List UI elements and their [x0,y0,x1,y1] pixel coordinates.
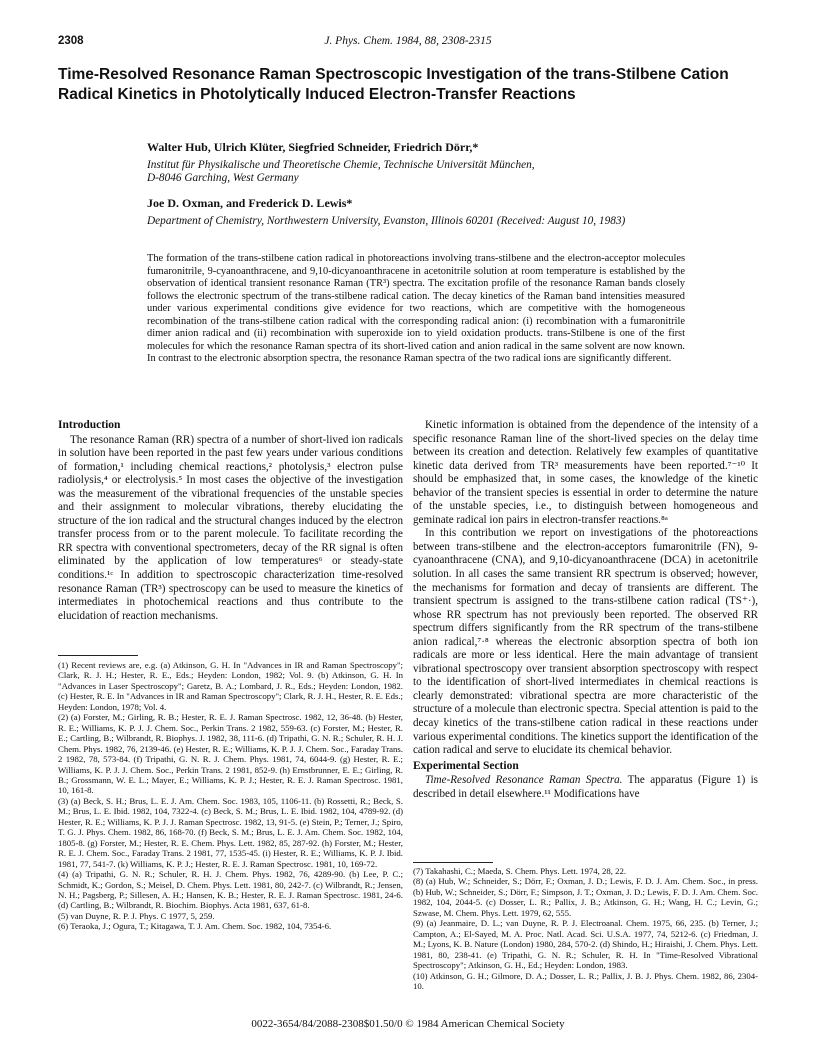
section-heading: Experimental Section [413,759,519,772]
journal-citation: J. Phys. Chem. 1984, 88, 2308-2315 [324,35,492,47]
footnote-rule [58,655,138,656]
footnote: (2) (a) Forster, M.; Girling, R. B.; Hester, R. E. J. Raman Spectrosc. 1982, 12, 36-48. (b) Hester, R. E.; Williams, K. P. J. J. Chem. Soc., Perkin Trans. 2 1982, 559-63. (c) Forster, M.; Hester, R. E.; Cartling, B.; Wilbrandt, R. Biophys. J. 1982, 38, 111-6. (d) Tripathi, G. N. R.; Schuler, R. H. J. Chem. Phys. 1982, 76, 2139-46. (e) Hester, R. E.; Williams, K. P. J. J. Chem. Soc., Faraday Trans. 2 1982, 78, 573-84. (f) Tripathi, G. N. R. J. Chem. Phys. 1981, 74, 6044-9. (g) Hester, R. E.; Williams, K. P. J. J. Chem. Soc., Perkin Trans. 2 1981, 852-9. (h) Ernstbrunner, E. E.; Girling, R. B.; Grossmann, W. E. L.; Mayer, E.; Williams, K. P. J.; Hester, R. E. J. Raman Spectrosc. 1981, 10, 161-8. [58,712,403,796]
footnote-rule [413,862,493,863]
footnote: (10) Atkinson, G. H.; Gilmore, D. A.; Dosser, L. R.; Pallix, J. B. J. Phys. Chem. 1982, 86, 2304-10. [413,970,758,991]
footnote: (3) (a) Beck, S. H.; Brus, L. E. J. Am. Chem. Soc. 1983, 105, 1106-11. (b) Rossetti, R.; Beck, S. M.; Brus, L. E. Ibid. 1982, 104, 7322-4. (c) Beck, S. M.; Brus, L. E. Ibid. 1982, 104, 4789-92. (d) Hester, R. E.; Williams, K. P. J. J. Raman Spectrosc. 1982, 13, 91-5. (e) Stein, P.; Terner, J.; Spiro, T. G. J. Phys. Chem. 1982, 86, 168-70. (f) Beck, S. M.; Brus, L. E. J. Am. Chem. Soc. 1982, 104, 1805-8. (g) Forster, M.; Hester, R. E. Chem. Phys. Lett. 1982, 85, 287-92. (h) Forster, M.; Hester, R. E. J. Chem. Soc., Faraday Trans. 2 1981, 77, 1535-45. (i) Hester, R. E.; Williams, K. P. J. Ibid. 1981, 77, 541-7. (k) Williams, K. P. J.; Hester, R. E. J. Raman Spectrosc. 1981, 10, 169-72. [58,795,403,869]
section-heading: Introduction [58,419,121,431]
abstract: The formation of the trans-stilbene cation radical in photoreactions involving trans-stilbene and the electron-acceptor molecules fumaronitrile, 9-cyanoanthracene, and 9,10-dicyanoanthracene in acetonitrile solution at room temperature is established by the observation of identical transient resonance Raman (TR³) spectra. The excitation profile of the resonance Raman bands closely follows the electronic spectrum of the trans-stilbene radical cation. The decay kinetics of the Raman band intensities measured under various experimental conditions give evidence for two reactions, which are competitive with the homogeneous recombination of the trans-stilbene cation radical with the corresponding radical anion: (i) recombination with a fumaronitrile dimer anion radical and (ii) recombination with superoxide ion to yield oxidation products. trans-Stilbene is one of the first molecules for which the resonance Raman spectra of its short-lived cation and anion radical in the same solvent are now known. In contrast to the electronic absorption spectra, the resonance Raman spectra of the two radical ions are significantly different. [147,253,685,365]
copyright-footer: 0022-3654/84/2088-2308$01.50/0 © 1984 American Chemical Society [251,1018,565,1030]
footnote: (4) (a) Tripathi, G. N. R.; Schuler, R. H. J. Chem. Phys. 1982, 76, 4289-90. (b) Lee, P. C.; Schmidt, K.; Gordon, S.; Meisel, D. Chem. Phys. Lett. 1981, 80, 242-7. (c) Wilbrandt, R.; Jensen, N. H.; Pagsberg, P.; Sillesen, A. H.; Hansen, K. B.; Hester, R. E. J. Raman Spectrosc. 1981, 24-6. (d) Cartling, B.; Wilbrandt, R. Biochim. Biophys. Acta 1981, 637, 61-8. [58,869,403,911]
affiliation-line: D-8046 Garching, West Germany [147,172,299,184]
author-names: Walter Hub, Ulrich Klüter, Siegfried Schneider, Friedrich Dörr,* [147,140,479,154]
footnote: (9) (a) Jeanmaire, D. L.; van Duyne, R. P. J. Electroanal. Chem. 1975, 66, 235. (b) Terner, J.; Campton, A.; El-Sayed, M. A. Proc. Natl. Acad. Sci. U.S.A. 1977, 74, 5212-6. (c) Friedman, J. M.; Lyons, K. B. Nature (London) 1980, 284, 570-2. (d) Shindo, H.; Hiraishi, J. Chem. Phys. Lett. 1981, 80, 238-41. (e) Tripathi, G. N. R.; Schuler, R. H. In "Time-Resolved Vibrational Spectroscopy"; Atkinson, G. H., Ed.; Heyden: London, 1983. [413,918,758,971]
footnotes-left [58,660,403,932]
subheading: Time-Resolved Resonance Raman Spectra. [425,774,623,787]
footnote: (5) van Duyne, R. P. J. Phys. C 1977, 5, 259. [58,910,215,921]
author-names: Joe D. Oxman, and Frederick D. Lewis* [147,196,353,210]
body-paragraph: The resonance Raman (RR) spectra of a number of short-lived ion radicals in solution have been reported in the past few years under various conditions of formation,¹ including chemical reactions,² photolysis,³ electron pulse radiolysis,⁴ or electrolysis.⁵ In most cases the objective of the investigation was the measurement of the vibrational frequencies of the unstable species and their assignment to molecular vibrations, thereby elucidating the structure of the ion radical and the structural changes induced by the electron transfer process from or to the parent molecule. To facilitate recording the RR spectra with conventional spectrometers, decay of the RR signal is often eliminated by the application of low temperatures⁶ or steady-state conditions.¹ᶜ In addition to spectroscopic characterization time-resolved resonance Raman (TR³) spectroscopy can be used to measure the kinetics of intermediates in photochemical reactions and thus contribute to the elucidation of reaction mechanisms. [58,433,403,622]
running-header [58,35,758,49]
body-paragraph: In this contribution we report on investigations of the photoreactions between trans-stilbene and the electron-acceptors fumaronitrile (FN), 9-cyanoanthracene (CNA), and 9,10-dicyanoanthracene (DCA) in acetonitrile solution. In all cases the same transient RR spectrum is observed; however, the mechanisms for formation and decay of transients are different. The transient spectrum is assigned to the trans-stilbene cation radical (TS⁺·), whose RR spectrum has not previously been reported. The observed RR spectrum differs significantly from the RR spectrum of the trans-stilbene anion radical,⁷·⁸ whereas the electronic absorption spectra of both ion radicals are more or less identical. Here the main advantage of transient vibrational spectroscopy over transient absorption spectroscopy with respect to the identification of short-lived intermediates in chemical reactions is clearly demonstrated: vibrational spectra are more characteristic of the structure of a molecule than electronic spectra. Special attention is paid to the decay kinetics of the trans-stilbene cation radical in these reactions under various experimental conditions. The kinetics support the identification of the cation radical and serve to elucidate its chemical behavior. [413,527,758,757]
footnote: (7) Takahashi, C.; Maeda, S. Chem. Phys. Lett. 1974, 28, 22. [413,866,627,876]
left-column [58,419,403,623]
body-paragraph: Kinetic information is obtained from the dependence of the intensity of a specific resonance Raman line of the short-lived species on the delay time between its creation and detection. Relatively few examples of quantitative kinetic data derived from TR³ measurements have been reported.⁷⁻¹⁰ It should be emphasized that, in some cases, the knowledge of the kinetic behavior of the transient species is essential in order to determine the nature of the unstable species, i.e., to distinguish between homogeneous and geminate radical ion pairs in electron-transfer reactions.⁸ᵃ [413,419,758,526]
paragraph-text: The apparatus (Figure 1) is described in detail elsewhere.¹¹ Modifications have [413,774,758,800]
footnotes-right [413,866,758,991]
affiliation-line: Institut für Physikalische und Theoretische Chemie, Technische Universität München, [147,159,535,171]
footnote: (8) (a) Hub, W.; Schneider, S.; Dörr, F.; Oxman, J. D.; Lewis, F. D. J. Am. Chem. Soc., in press. (b) Hub, W.; Schneider, S.; Dörr, F.; Simpson, J. T.; Oxman, J. D.; Lewis, F. D. J. Am. Chem. Soc. 1982, 104, 2044-5. (c) Dosser, L. R.; Pallix, J. B.; Atkinson, G. H.; Wang, H. C.; Levin, G.; Szwase, M. Chem. Phys. Lett. 1979, 62, 555. [413,876,758,918]
page-number: 2308 [58,35,84,47]
author-block-1 [147,140,747,185]
footnote: (1) Recent reviews are, e.g. (a) Atkinson, G. H. In "Advances in IR and Raman Spectroscopy"; Clark, R. J. H.; Hester, R. E., Eds.; Heyden: London, 1982; Vol. 9. (b) Atkinson, G. H. In "Advances in Laser Spectroscopy"; Garetz, B. A.; Lombard, J. R., Eds.; Heyden: London, 1982. (c) Hester, R. E. In "Advances in IR and Raman Spectroscopy"; Clark, R. J. H., Hester, R. E. Eds.; Heyden: London, 1978; Vol. 4. [58,660,403,712]
author-block-2 [147,196,747,228]
right-column [413,419,758,801]
article-title: Time-Resolved Resonance Raman Spectroscopic Investigation of the trans-Stilbene Cation Radical Kinetics in Photolytically Induced Electron-Transfer Reactions [58,66,729,103]
footnote: (6) Teraoka, J.; Ogura, T.; Kitagawa, T. J. Am. Chem. Soc. 1982, 104, 7354-6. [58,921,332,932]
body-paragraph [413,774,758,801]
affiliation-line: Department of Chemistry, Northwestern University, Evanston, Illinois 60201 (Received: August 10, 1983) [147,215,626,227]
